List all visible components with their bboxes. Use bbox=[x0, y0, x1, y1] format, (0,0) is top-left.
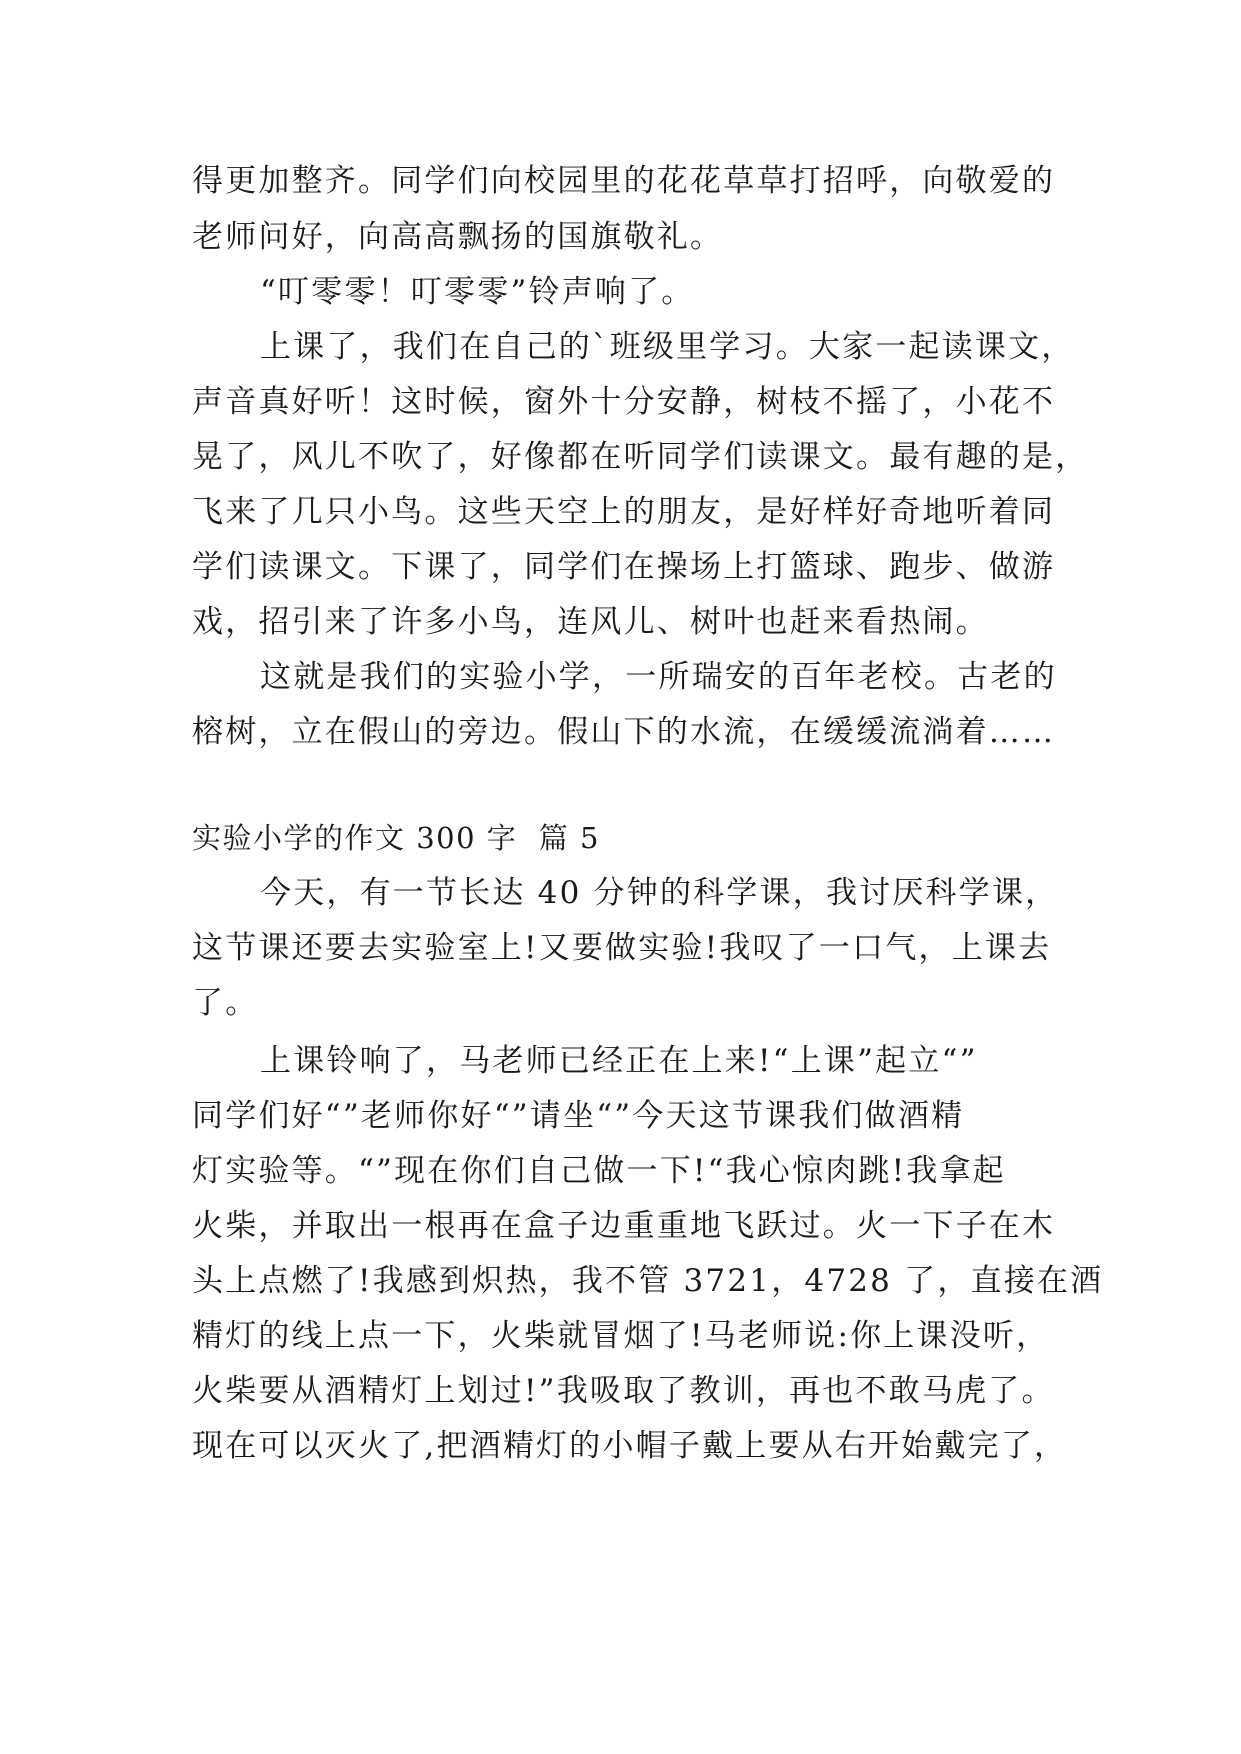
text-line: 声音真好听！这时候，窗外十分安静，树枝不摇了，小花不 bbox=[192, 384, 1056, 420]
text-line: 现在可以灭火了,把酒精灯的小帽子戴上要从右开始戴完了， bbox=[192, 1428, 1068, 1464]
text-line: 这节课还要去实验室上!又要做实验!我叹了一口气，上课去 bbox=[192, 930, 1052, 966]
text-line: 今天，有一节长达 40 分钟的科学课，我讨厌科学课， bbox=[260, 875, 1059, 911]
text-line: 头上点燃了!我感到炽热，我不管 3721，4728 了，直接在酒 bbox=[192, 1263, 1104, 1299]
section-heading: 实验小学的作文 300 字 篇 5 bbox=[192, 821, 600, 855]
text-line: 戏，招引来了许多小鸟，连风儿、树叶也赶来看热闹。 bbox=[192, 604, 989, 640]
text-line: 上课铃响了，马老师已经正在上来!“上课”起立“” bbox=[260, 1043, 978, 1079]
text-line: 灯实验等。“”现在你们自己做一下!“我心惊肉跳!我拿起 bbox=[192, 1153, 1006, 1189]
text-line: 老师问好，向高高飘扬的国旗敬礼。 bbox=[192, 219, 724, 255]
text-line: 火柴要从酒精灯上划过!”我吸取了教训，再也不敢马虎了。 bbox=[192, 1373, 1055, 1409]
text-line: 榕树，立在假山的旁边。假山下的水流，在缓缓流淌着…… bbox=[192, 714, 1056, 750]
text-line: 火柴，并取出一根再在盒子边重重地飞跃过。火一下子在木 bbox=[192, 1208, 1056, 1244]
text-line: 同学们好“”老师你好“”请坐“”今天这节课我们做酒精 bbox=[192, 1098, 965, 1134]
text-line: 了。 bbox=[192, 985, 259, 1021]
text-line: 学们读课文。下课了，同学们在操场上打篮球、跑步、做游 bbox=[192, 549, 1056, 585]
text-line: 得更加整齐。同学们向校园里的花花草草打招呼，向敬爱的 bbox=[192, 163, 1056, 199]
text-line: 这就是我们的实验小学，一所瑞安的百年老校。古老的 bbox=[260, 659, 1057, 695]
text-line: 精灯的线上点一下，火柴就冒烟了!马老师说:你上课没听， bbox=[192, 1318, 1050, 1354]
text-line: “叮零零！叮零零”铃声响了。 bbox=[260, 274, 695, 310]
text-line: 上课了，我们在自己的`班级里学习。大家一起读课文， bbox=[260, 329, 1075, 365]
text-line: 飞来了几只小鸟。这些天空上的朋友，是好样好奇地听着同 bbox=[192, 494, 1056, 530]
text-line: 晃了，风儿不吹了，好像都在听同学们读课文。最有趣的是， bbox=[192, 439, 1089, 475]
